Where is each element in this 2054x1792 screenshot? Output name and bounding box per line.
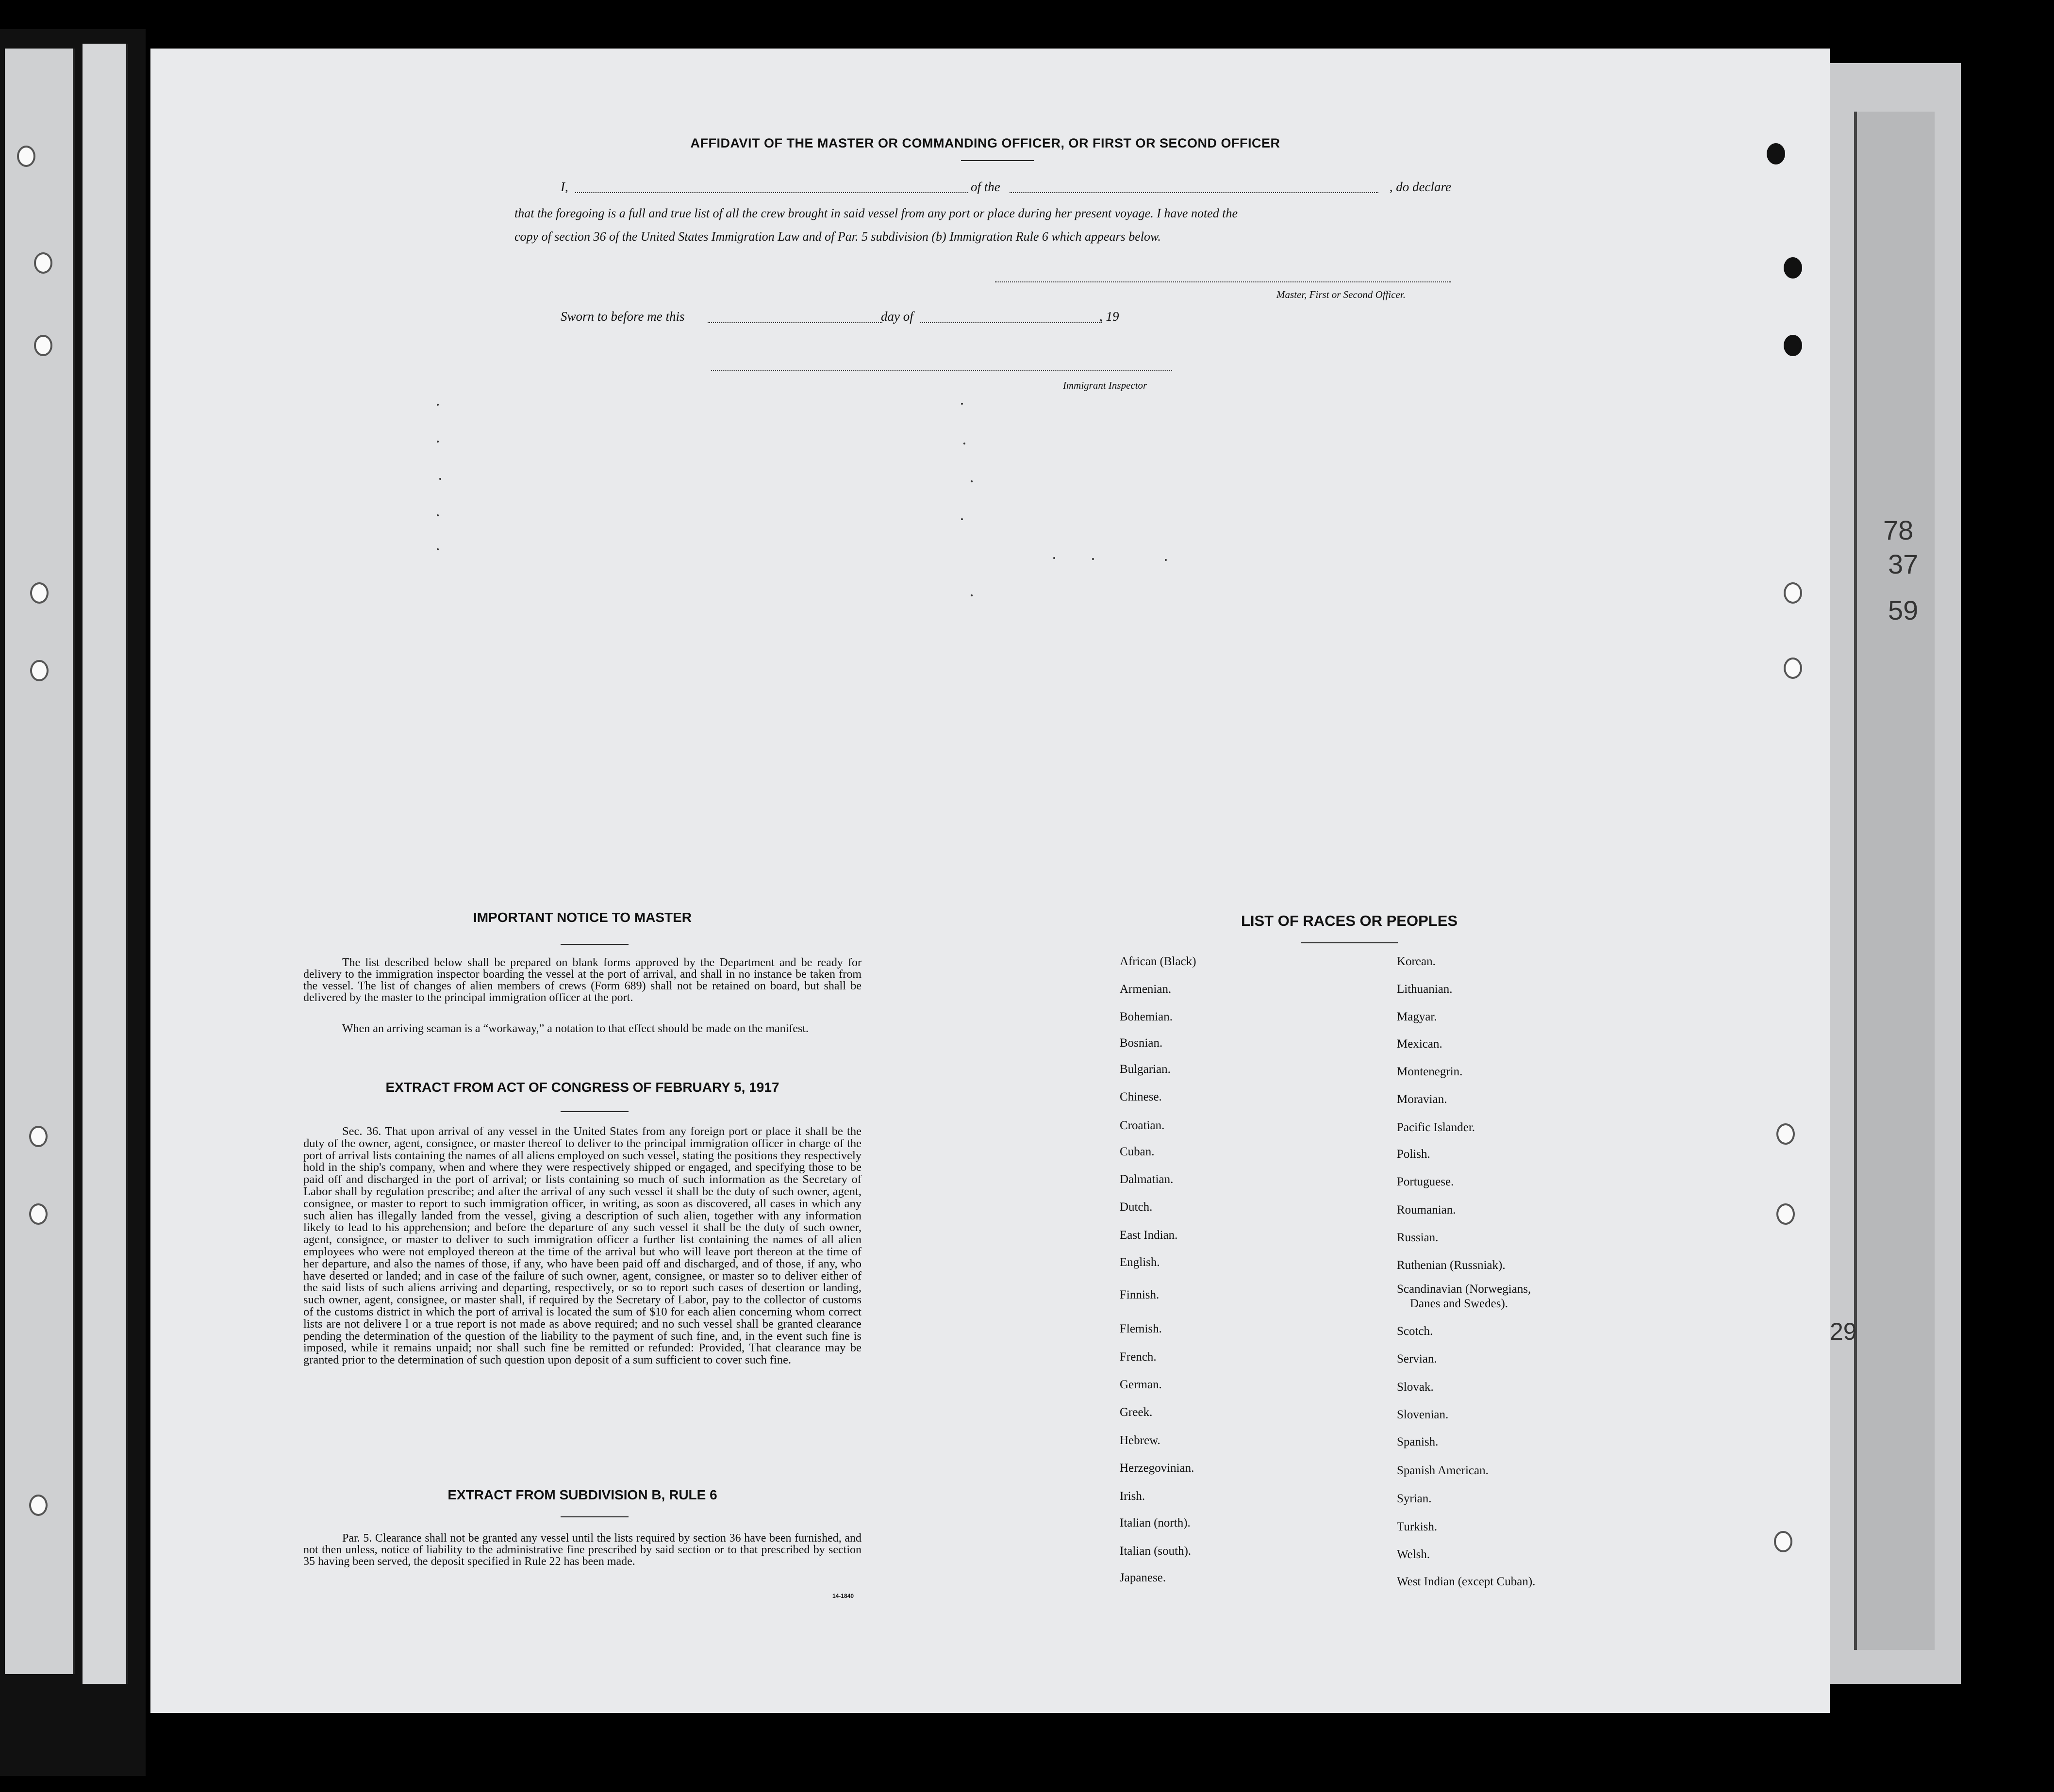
act-extract-text: Sec. 36. That upon arrival of any vessel in the United States from any foreign port or place it shall be the duty of the owner, agent, consignee, or master thereof to deliver to the principal immigration officer in charge of the port of arrival lists containing the names of all aliens employed on such vessel, stating the positions they respectively hold in the ship's company, when and where they were respectively shipped or engaged, and specifying those to be paid off and discharged in the port of arrival; or lists containing so much of such information as the Secretary of Labor shall by regulation prescribe; and after the arrival of any such vessel it shall be the duty of such owner, agent, consignee, or master to report to such immigration officer, in writing, as soon as discovered, all cases in which any such alien has illegally landed from the vessel, giving a description of such alien, together with any information likely to lead to his apprehension; and before the departure of any such vessel it shall be the duty of such owner, agent, consignee, or master to deliver to such immigration officer a further list containing the names of all alien employees who were not employed thereon at the time of the arrival but who will leave port thereon at the time of her departure, and also the names of those, if any, who have been paid off and discharged, and of those, if any, who have deserted or landed; and in case of the failure of such owner, agent, consignee, or master so to deliver either of the said lists of such aliens arriving and departing, respectively, or so to report such cases of desertion or landing, such owner, agent, consignee, or master shall, if required by the Secretary of Labor, pay to the collector of customs of the customs district in which the port of arrival is located the sum of $10 for each alien concerning whom correct lists are not delivere l or a true report is not made as above required; and no such vessel shall be granted clearance pending the determination of the question of the liability to the payment of such fine, and, in the event such fine is imposed, while it remains unpaid; nor shall such fine be remitted or refunded: Provided, That clearance may be granted prior to the determination of such question upon deposit of a sum sufficient to cover such fine. — [303, 1125, 861, 1367]
signature-label: Master, First or Second Officer. — [1276, 289, 1406, 300]
speck — [437, 404, 439, 406]
speck — [971, 480, 973, 482]
race-item: Russian. — [1397, 1231, 1439, 1244]
vessel-blank — [1010, 192, 1378, 193]
inspector-label: Immigrant Inspector — [1063, 379, 1147, 391]
year-text: , 19 — [1099, 309, 1119, 324]
race-item: Spanish. — [1397, 1435, 1439, 1448]
margin-note: 37 — [1888, 549, 1919, 579]
race-item: Slovenian. — [1397, 1408, 1449, 1421]
day-blank — [708, 322, 882, 323]
race-item: Flemish. — [1120, 1322, 1162, 1335]
race-item: Korean. — [1397, 955, 1436, 968]
binder-hole — [1784, 335, 1802, 356]
race-item: Croatian. — [1120, 1119, 1165, 1132]
inspector-blank — [711, 370, 1172, 371]
binder-hole — [29, 1495, 48, 1516]
speck — [1165, 559, 1167, 561]
race-item: Roumanian. — [1397, 1203, 1456, 1217]
race-item: Danes and Swedes). — [1410, 1297, 1508, 1310]
race-item: Spanish American. — [1397, 1464, 1489, 1477]
speck — [437, 514, 439, 516]
name-blank — [575, 192, 968, 193]
binder-hole — [29, 1126, 48, 1147]
binder-hole — [1767, 143, 1785, 164]
race-item: Portuguese. — [1397, 1175, 1454, 1188]
race-item: Scandinavian (Norwegians, — [1397, 1282, 1531, 1296]
race-item: Ruthenian (Russniak). — [1397, 1259, 1506, 1272]
race-item: West Indian (except Cuban). — [1397, 1575, 1536, 1588]
race-item: French. — [1120, 1350, 1157, 1364]
affidavit-declare: , do declare — [1389, 180, 1451, 194]
race-item: Herzegovinian. — [1120, 1462, 1194, 1475]
binder-hole — [1774, 1531, 1792, 1552]
underlying-pages-right-2 — [1854, 112, 1935, 1650]
binder-hole — [1784, 582, 1802, 604]
affidavit-line3: copy of section 36 of the United States Immigration Law and of Par. 5 subdivision (b) Immigration Rule 6 which appears below. — [514, 230, 1161, 244]
signature-blank — [995, 281, 1451, 282]
divider — [561, 944, 629, 945]
binder-hole — [1784, 257, 1802, 279]
race-item: Bosnian. — [1120, 1036, 1163, 1050]
speck — [1092, 558, 1094, 560]
divider — [561, 1516, 629, 1517]
race-item: English. — [1120, 1256, 1160, 1269]
form-number: 14-1840 — [832, 1593, 854, 1599]
race-item: Greek. — [1120, 1406, 1153, 1419]
speck — [437, 441, 439, 443]
underlying-page-left-2 — [83, 44, 128, 1684]
race-item: Welsh. — [1397, 1548, 1430, 1561]
race-item: East Indian. — [1120, 1229, 1178, 1242]
race-item: Moravian. — [1397, 1093, 1447, 1106]
binder-hole — [29, 1203, 48, 1225]
divider — [561, 1111, 629, 1112]
binder-hole — [30, 660, 49, 681]
race-item: Hebrew. — [1120, 1434, 1160, 1447]
race-item: Armenian. — [1120, 983, 1172, 996]
race-item: Montenegrin. — [1397, 1065, 1463, 1078]
race-item: Dalmatian. — [1120, 1173, 1174, 1186]
race-item: Japanese. — [1120, 1571, 1166, 1584]
rule-extract-title: EXTRACT FROM SUBDIVISION B, RULE 6 — [447, 1487, 717, 1502]
margin-note: 29 — [1830, 1318, 1857, 1345]
document-page — [150, 49, 1830, 1713]
race-item: Magyar. — [1397, 1010, 1437, 1023]
race-item: Italian (north). — [1120, 1516, 1191, 1529]
race-item: Syrian. — [1397, 1492, 1432, 1505]
month-blank — [920, 322, 1102, 323]
race-item: Italian (south). — [1120, 1545, 1192, 1558]
margin-note: 59 — [1888, 595, 1919, 625]
speck — [1053, 557, 1055, 559]
affidavit-line2: that the foregoing is a full and true list of all the crew brought in said vessel from any port or place during her present voyage. I have noted the — [514, 206, 1238, 220]
race-item: Dutch. — [1120, 1200, 1153, 1214]
race-item: Pacific Islander. — [1397, 1121, 1475, 1134]
affidavit-of-the: of the — [971, 180, 1000, 194]
divider — [961, 160, 1034, 161]
speck — [961, 518, 963, 520]
binder-hole — [1784, 658, 1802, 679]
race-item: Chinese. — [1120, 1090, 1162, 1103]
binder-hole — [30, 582, 49, 604]
race-item: Finnish. — [1120, 1288, 1160, 1301]
underlying-page-left — [5, 49, 75, 1674]
day-of-text: day of — [881, 309, 913, 324]
divider — [1301, 942, 1398, 943]
speck — [971, 594, 973, 596]
race-item: Bulgarian. — [1120, 1063, 1171, 1076]
affidavit-title: AFFIDAVIT OF THE MASTER OR COMMANDING OFFICER, OR FIRST OR SECOND OFFICER — [690, 136, 1280, 150]
margin-note: 78 — [1883, 515, 1914, 545]
race-item: Polish. — [1397, 1148, 1430, 1161]
sworn-text: Sworn to before me this — [561, 309, 685, 324]
race-item: Slovak. — [1397, 1381, 1434, 1394]
affidavit-i: I, — [561, 180, 568, 194]
rule-extract-text: Par. 5. Clearance shall not be granted any vessel until the lists required by section 36 have been furnished, and not then unless, notice of liability to the administrative fine prescribed by said section or to that prescribed by section 35 having been served, the deposit specified in Rule 22 has been made. — [303, 1532, 861, 1568]
speck — [437, 548, 439, 550]
binder-hole — [34, 252, 52, 274]
race-item: Cuban. — [1120, 1145, 1155, 1158]
race-item: Irish. — [1120, 1490, 1145, 1503]
notice-paragraph-1: The list described below shall be prepared on blank forms approved by the Department and be ready for delivery to the immigration inspector boarding the vessel at the port of arrival, and shall in no instance be taken from the vessel. The list of changes of alien members of crews (Form 689) shall not be retained on board, but shall be delivered by the master to the principal immigration officer at the port. — [303, 956, 861, 1004]
binder-hole — [1776, 1123, 1795, 1145]
race-item: Lithuanian. — [1397, 983, 1453, 996]
binder-hole — [1776, 1203, 1795, 1225]
speck — [961, 403, 963, 405]
race-item: German. — [1120, 1378, 1162, 1391]
notice-title: IMPORTANT NOTICE TO MASTER — [473, 910, 692, 925]
races-title: LIST OF RACES OR PEOPLES — [1241, 912, 1458, 929]
speck — [439, 478, 441, 480]
binder-hole — [34, 335, 52, 356]
binder-hole — [17, 146, 35, 167]
race-item: Servian. — [1397, 1352, 1437, 1365]
notice-paragraph-2: When an arriving seaman is a “workaway,” a notation to that effect should be made on the manifest. — [342, 1022, 809, 1035]
race-item: African (Black) — [1120, 955, 1196, 968]
race-item: Bohemian. — [1120, 1010, 1173, 1023]
act-extract-title: EXTRACT FROM ACT OF CONGRESS OF FEBRUARY 5, 1917 — [385, 1080, 779, 1095]
race-item: Scotch. — [1397, 1325, 1433, 1338]
race-item: Turkish. — [1397, 1520, 1438, 1533]
speck — [963, 443, 965, 444]
race-item: Mexican. — [1397, 1037, 1442, 1051]
